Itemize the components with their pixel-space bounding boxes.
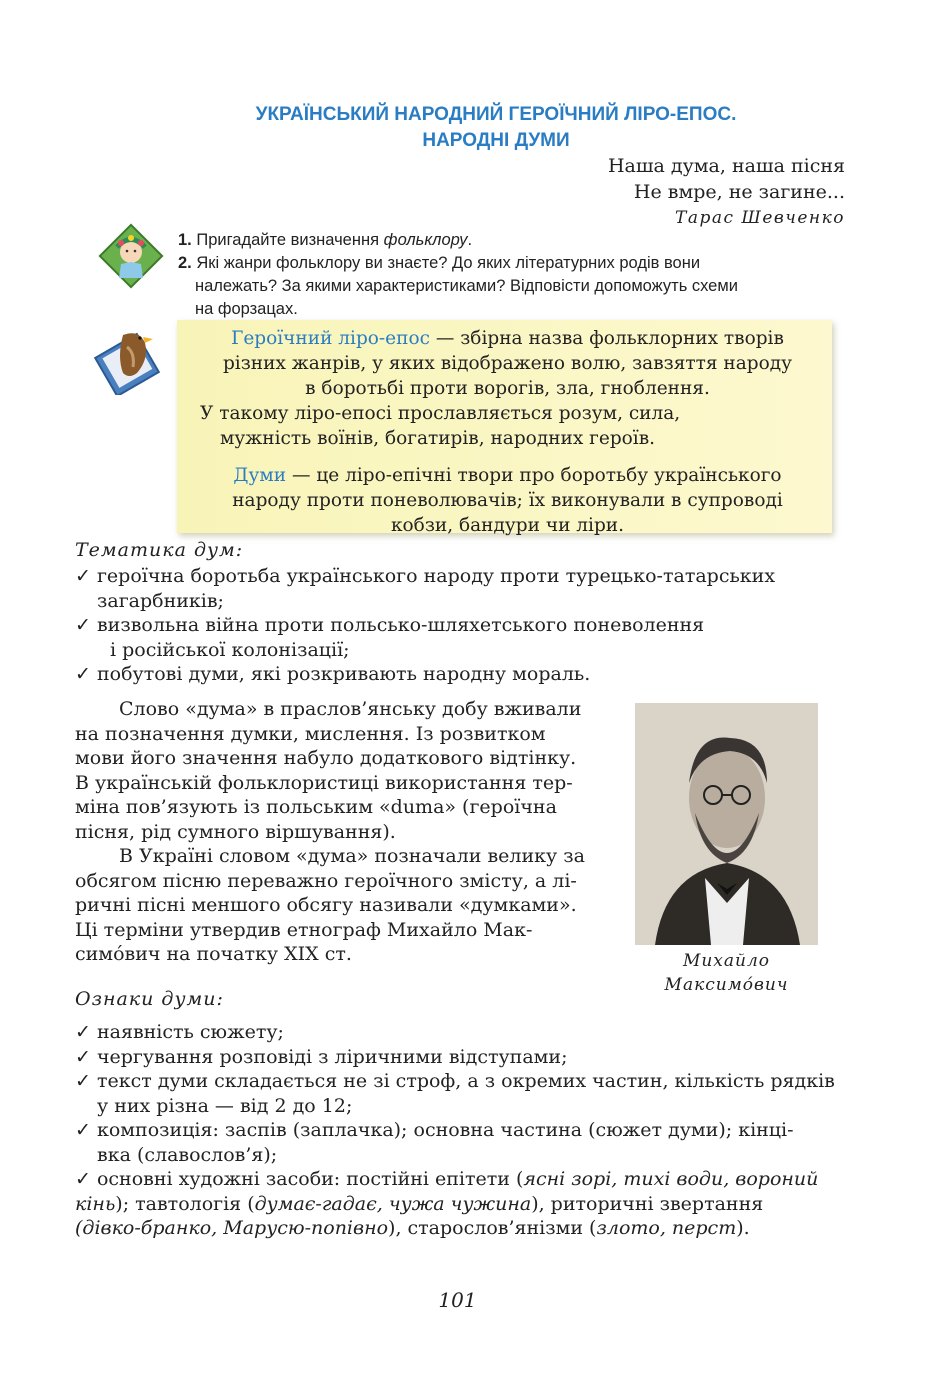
question-number: 1. <box>178 231 192 249</box>
question-number: 2. <box>178 254 192 272</box>
girl-wreath-icon <box>97 222 165 290</box>
list-item <box>75 1069 865 1094</box>
list-item-text: визвольна війна проти польсько-шляхетського поневолення <box>96 614 705 636</box>
definition-line <box>185 326 830 351</box>
text-line: пісня, рід сумного віршування). <box>75 820 396 843</box>
definition-line: народу проти поневолювачів; їх виконували в супроводі <box>232 490 783 511</box>
list-item-text: основні художні засоби: постійні епітети ( <box>96 1168 524 1190</box>
portrait-caption <box>635 949 818 997</box>
list-item-italic: (дівко-бранко, Марусю-попівно <box>75 1217 389 1239</box>
list-item-text: ). <box>736 1217 750 1239</box>
epigraph-author: Тарас Шевченко <box>675 208 845 228</box>
definition-span: — збірна назва фольклорних творів <box>429 328 784 349</box>
list-item-text: у них різна — від 2 до 12; <box>97 1094 353 1117</box>
question-text: належать? За якими характеристиками? Відповісти допоможуть схеми <box>195 277 738 295</box>
portrait-image <box>635 703 818 945</box>
text-line: обсягом пісню переважно героїчного змісту, а лі- <box>75 869 577 892</box>
list-item-text: вка (славослов’я); <box>97 1143 278 1166</box>
text-line: ричні пісні меншого обсягу називали «думками». <box>75 894 577 916</box>
text-line: симо́вич на початку XIX ст. <box>75 943 352 965</box>
epigraph-line: Наша дума, наша пісня <box>607 155 845 177</box>
check-icon: ✓ <box>75 1119 91 1141</box>
text-line: В українській фольклористиці використання тер- <box>75 771 573 794</box>
question-italic: фольклору <box>383 231 468 249</box>
list-item-text <box>75 1192 865 1217</box>
features-list <box>75 1020 865 1241</box>
questions <box>178 229 858 321</box>
list-item-text: героїчна боротьба українського народу проти турецько-татарських <box>96 565 776 587</box>
text-line: на позначення думки, мислення. Із розвитком <box>75 722 546 745</box>
list-item <box>75 564 865 589</box>
text-line: Ці терміни утвердив етнограф Михайло Мак- <box>75 918 533 941</box>
list-item <box>75 1020 865 1045</box>
list-item-text <box>75 1216 865 1241</box>
term-dumy: Думи <box>233 465 287 486</box>
list-item-text: ), старослов’янізми ( <box>388 1217 597 1239</box>
list-item <box>75 613 865 638</box>
definition-text <box>185 326 830 538</box>
list-item-italic: думає-гадає, чужа чужина <box>254 1192 532 1215</box>
text-line: мови його значення набуло додаткового відтінку. <box>75 747 577 769</box>
eagle-book-icon <box>93 323 171 395</box>
check-icon: ✓ <box>75 1168 91 1190</box>
list-item-text: ), риторичні звертання <box>531 1192 764 1215</box>
question-text: Які жанри фольклору ви знаєте? До яких літературних родів вони <box>196 254 701 272</box>
definition-span: — це ліро-епічні твори про боротьбу українського <box>286 465 782 486</box>
question-text: Пригадайте визначення <box>196 231 384 249</box>
list-item <box>75 1045 865 1070</box>
term-heroic-epos: Героїчний ліро-епос <box>231 328 430 349</box>
check-icon: ✓ <box>75 614 91 636</box>
text-line: Слово «дума» в праслов’янську добу вживали <box>119 698 582 720</box>
list-item-italic: кінь <box>75 1192 116 1215</box>
page-number: 101 <box>438 1288 477 1312</box>
definition-line: кобзи, бандури чи ліри. <box>390 515 624 536</box>
check-icon: ✓ <box>75 565 91 587</box>
epigraph <box>608 153 845 231</box>
features-heading: Ознаки думи: <box>75 988 224 1010</box>
question-2 <box>178 252 858 275</box>
list-item-text: наявність сюжету; <box>96 1021 284 1043</box>
list-item <box>75 1167 865 1192</box>
paragraph-text <box>75 697 610 967</box>
themes-heading: Тематика дум: <box>75 539 244 561</box>
question-text: на форзацах. <box>195 300 298 318</box>
list-item-italic: злото, перст <box>596 1217 737 1239</box>
list-item-text: ); тавтологія ( <box>115 1192 255 1215</box>
themes-list <box>75 564 865 687</box>
text-line: В Україні словом «дума» позначали велику за <box>119 845 585 867</box>
text-line: міна пов’язують із польським «duma» (героїчна <box>75 796 557 818</box>
check-icon: ✓ <box>75 1070 91 1092</box>
definition-line <box>185 463 830 488</box>
epigraph-line: Не вмре, не загине... <box>633 181 845 203</box>
check-icon: ✓ <box>75 1045 91 1068</box>
list-item-text: і російської колонізації; <box>110 638 350 661</box>
check-icon: ✓ <box>75 663 91 685</box>
question-end: . <box>467 231 473 249</box>
definition-line: У такому ліро-епосі прославляється розум, сила, <box>200 403 681 424</box>
list-item-text: композиція: заспів (заплачка); основна частина (сюжет думи); кінці- <box>96 1119 794 1141</box>
check-icon: ✓ <box>75 1021 91 1043</box>
page-subtitle: НАРОДНІ ДУМИ <box>422 130 570 151</box>
page-title: УКРАЇНСЬКИЙ НАРОДНИЙ ГЕРОЇЧНИЙ ЛІРО-ЕПОС. <box>255 104 737 125</box>
list-item-text: чергування розповіді з ліричними відступами; <box>96 1045 568 1068</box>
list-item-text: загарбників; <box>97 589 224 612</box>
definition-line: різних жанрів, у яких відображено волю, завзяття народу <box>222 353 793 374</box>
caption-line: Михайло <box>682 951 771 971</box>
definition-line: мужність воїнів, богатирів, народних героїв. <box>220 428 656 449</box>
list-item-italic: ясні зорі, тихі води, вороний <box>523 1168 819 1190</box>
list-item-text: побутові думи, які розкривають народну мораль. <box>96 663 591 685</box>
list-item <box>75 1118 865 1143</box>
definition-line: в боротьбі проти ворогів, зла, гноблення. <box>305 378 710 399</box>
question-1 <box>178 229 858 252</box>
caption-line: Максимо́вич <box>664 975 789 995</box>
list-item <box>75 662 865 687</box>
list-item-text: текст думи складається не зі строф, а з окремих частин, кількість рядків <box>96 1070 835 1092</box>
